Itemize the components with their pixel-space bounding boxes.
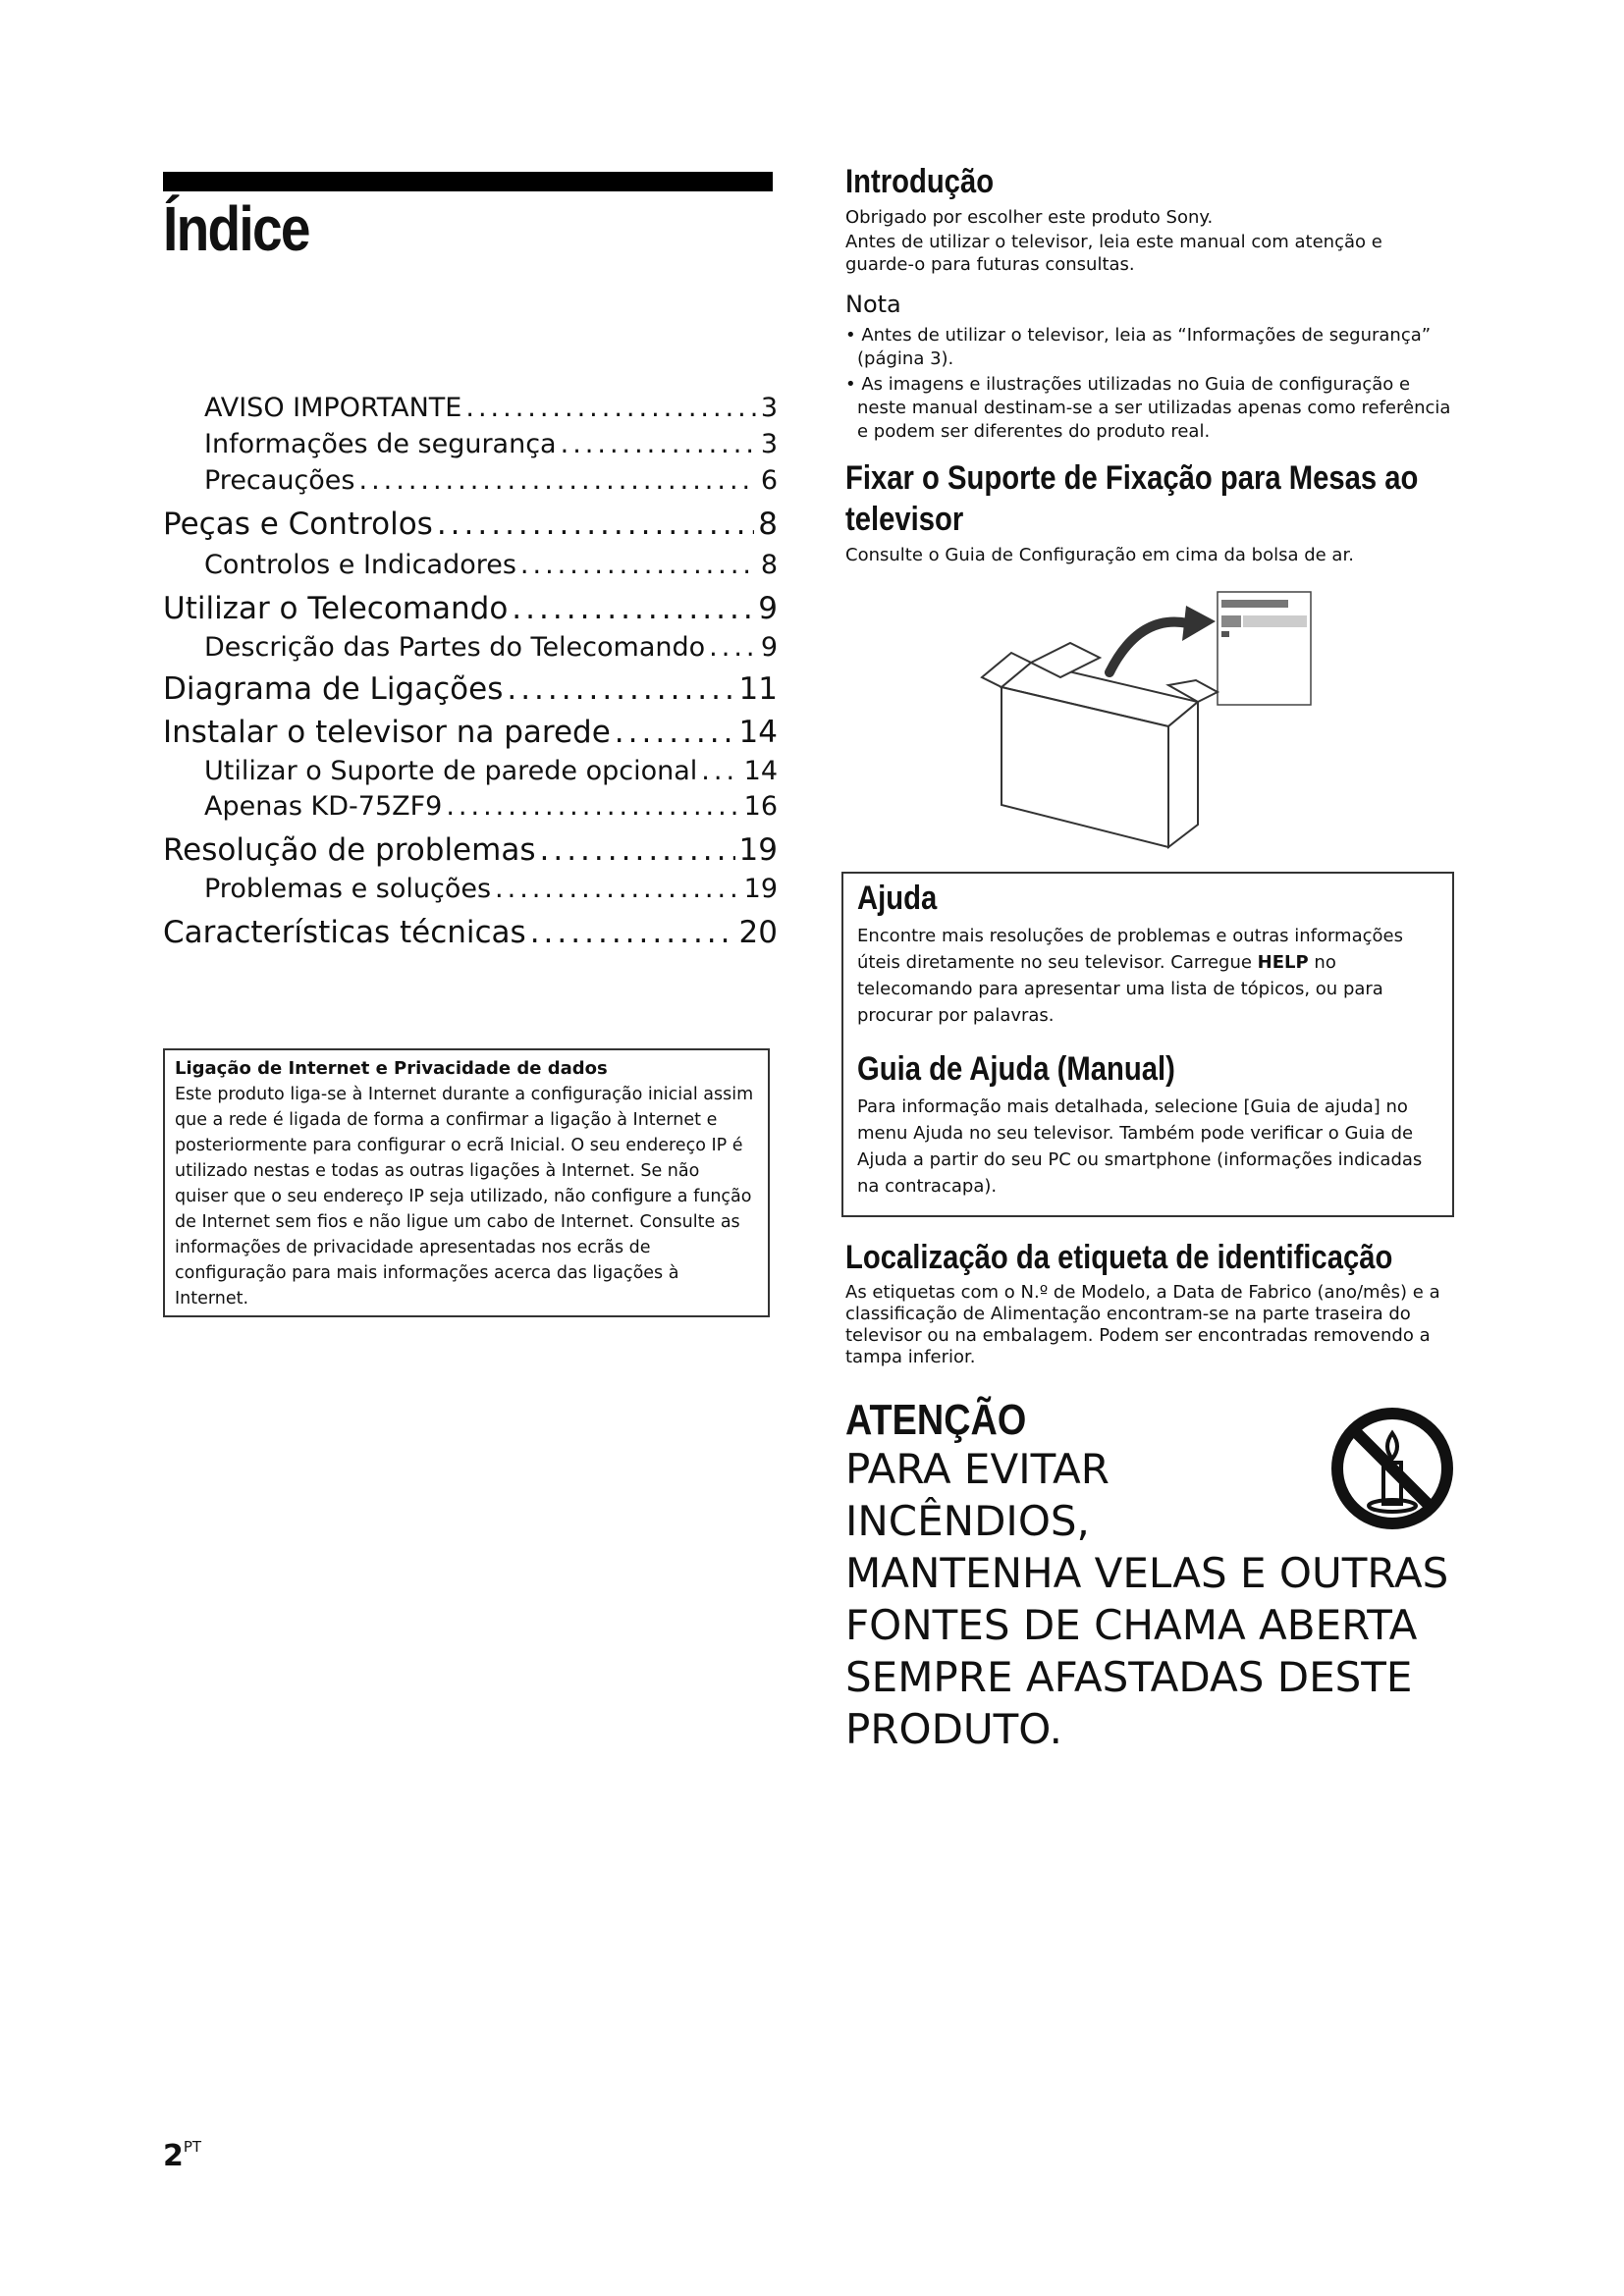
note-item: • Antes de utilizar o televisor, leia as “Informações de segurança” (página 3). [845, 325, 1432, 369]
privacy-notice-box [163, 1048, 770, 1317]
toc-item[interactable] [204, 429, 778, 459]
toc-item-page: 11 [738, 671, 778, 707]
toc-item-label: Peças e Controlos [163, 507, 433, 542]
label-location-text: As etiquetas com o N.º de Modelo, a Data de Fabrico (ano/mês) e a classificação de Alimentação encontram-se na parte traseira do televisor ou na embalagem. Podem ser encontradas removendo a tampa inferior. [845, 1282, 1440, 1367]
toc-item[interactable] [204, 550, 778, 580]
arrow-icon [1110, 622, 1188, 672]
toc-item[interactable] [163, 591, 778, 626]
warning-title: ATENÇÃO [845, 1396, 1027, 1444]
note-item: • As imagens e ilustrações utilizadas no Guia de configuração e neste manual destinam-se a ser utilizadas apenas como referência e podem ser diferentes do produto real. [845, 374, 1451, 442]
stand-heading-line-2: televisor [845, 501, 964, 538]
label-location-heading: Localização da etiqueta de identificação [845, 1239, 1393, 1276]
toc-item-label: Utilizar o Suporte de parede opcional [204, 756, 698, 786]
warning-line: SEMPRE AFASTADAS DESTE [845, 1653, 1413, 1701]
toc-item-label: Instalar o televisor na parede [163, 715, 611, 750]
toc-item[interactable] [163, 915, 778, 950]
note-list [845, 324, 1464, 446]
title-rule [163, 172, 773, 191]
toc-item-page: 8 [758, 507, 778, 542]
toc-item-page: 3 [760, 429, 778, 459]
toc-item-label: Apenas KD-75ZF9 [204, 791, 443, 822]
warning-line: PARA EVITAR [845, 1445, 1110, 1493]
toc-item-label: Controlos e Indicadores [204, 550, 516, 580]
intro-line-2: Antes de utilizar o televisor, leia este manual com atenção e guarde-o para futuras consultas. [845, 232, 1382, 275]
toc-item-page: 16 [743, 791, 778, 822]
page-number: $2^{PT}$ [163, 2138, 202, 2173]
toc-item-label: Utilizar o Telecomando [163, 591, 509, 626]
toc-item-page: 14 [743, 756, 778, 786]
toc-item-label: Diagrama de Ligações [163, 671, 504, 707]
warning-line: MANTENHA VELAS E OUTRAS [845, 1549, 1449, 1597]
help-guide-heading: Guia de Ajuda (Manual) [857, 1050, 1175, 1088]
toc-item[interactable] [163, 832, 778, 868]
no-open-flame-icon [1329, 1406, 1455, 1531]
packing-box-icon [982, 643, 1218, 847]
help-guide-text: Para informação mais detalhada, selecione [Guia de ajuda] no menu Ajuda no seu televisor. Também pode verificar o Guia de Ajuda a partir do seu PC ou smartphone (informações indicadas na contracapa). [857, 1096, 1423, 1197]
toc-item-label: Precauções [204, 465, 355, 496]
page-language-suffix: PT [183, 2138, 202, 2156]
toc-item-label: Informações de segurança [204, 429, 557, 459]
help-heading: Ajuda [857, 880, 938, 917]
note-heading: Nota [845, 291, 901, 318]
privacy-notice-text: Este produto liga-se à Internet durante a configuração inicial assim que a rede é ligada de forma a confirmar a ligação à Internet e posteriormente para configurar o ecrã Inicial. O seu endereço IP é utilizado nestas e todas as outras ligações à Internet. Se não quiser que o seu endereço IP seja utilizado, não configure a função de Internet sem fios e não ligue um cabo de Internet. Consulte as informações de privacidade apresentadas nos ecrãs de configuração para mais informações acerca das ligações à Internet. [175, 1085, 754, 1308]
help-text: Encontre mais resoluções de problemas e outras informações úteis diretamente no seu televisor. Carregue HELP no telecomando para apresentar uma lista de tópicos, ou para procurar por palavras. [857, 926, 1403, 1026]
toc-item-page: 6 [760, 465, 778, 496]
toc-item[interactable] [163, 715, 778, 750]
warning-line: FONTES DE CHAMA ABERTA [845, 1601, 1418, 1649]
toc-item-label: Resolução de problemas [163, 832, 536, 868]
stand-heading-line-1: Fixar o Suporte de Fixação para Mesas ao [845, 459, 1419, 497]
toc-item[interactable] [204, 874, 778, 904]
toc-item[interactable] [163, 507, 778, 542]
toc-item-label: Problemas e soluções [204, 874, 492, 904]
page-title: Índice [163, 193, 309, 264]
warning-line: PRODUTO. [845, 1705, 1063, 1753]
stand-text: Consulte o Guia de Configuração em cima da bolsa de ar. [845, 545, 1354, 565]
toc-item[interactable] [204, 632, 778, 663]
help-key-name: HELP [1257, 952, 1309, 973]
toc-item-label: Características técnicas [163, 915, 526, 950]
toc-item[interactable] [204, 393, 778, 423]
box-and-guide-illustration [972, 584, 1326, 849]
toc-item-page: 8 [760, 550, 778, 580]
toc-item[interactable] [204, 756, 778, 786]
toc-item[interactable] [163, 671, 778, 707]
warning-line: INCÊNDIOS, [845, 1497, 1090, 1545]
toc-item-label: AVISO IMPORTANTE [204, 393, 462, 423]
toc-item-page: 9 [758, 591, 778, 626]
intro-line-1: Obrigado por escolher este produto Sony. [845, 207, 1214, 228]
help-box [841, 872, 1454, 1217]
toc-item-page: 14 [738, 715, 778, 750]
toc-item-page: 3 [760, 393, 778, 423]
privacy-notice-title: Ligação de Internet e Privacidade de dados [175, 1058, 608, 1079]
toc-item[interactable] [204, 791, 778, 822]
toc-item-page: 20 [738, 915, 778, 950]
toc-item-page: 9 [760, 632, 778, 663]
toc-item[interactable] [204, 465, 778, 496]
setup-guide-icon [1218, 592, 1311, 705]
toc-item-page: 19 [738, 832, 778, 868]
toc-item-page: 19 [743, 874, 778, 904]
toc-item-label: Descrição das Partes do Telecomando [204, 632, 706, 663]
intro-heading: Introdução [845, 163, 995, 200]
